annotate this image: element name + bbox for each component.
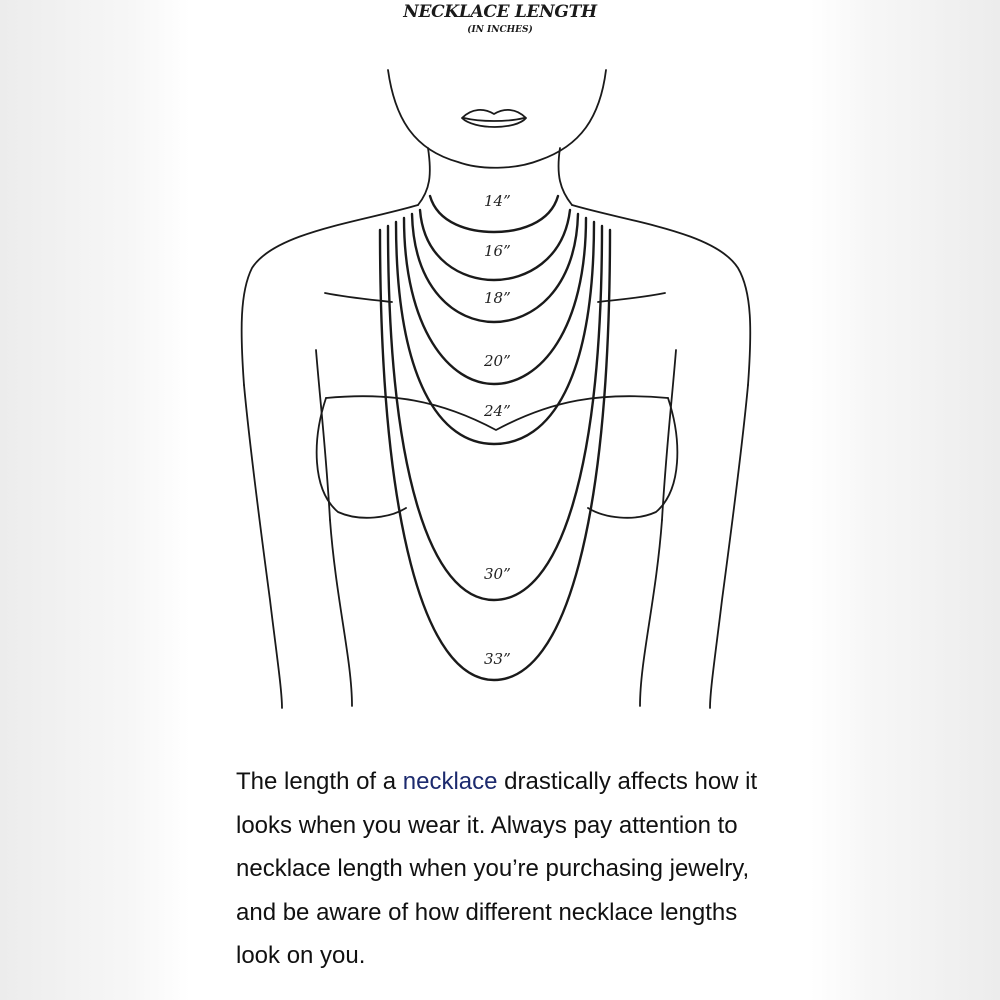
torso-right: [640, 520, 662, 706]
label-18: 18”: [484, 289, 511, 307]
lips-line: [464, 118, 524, 121]
right-margin: [810, 0, 1000, 1000]
label-24: 24”: [484, 402, 511, 420]
label-14: 14”: [484, 192, 511, 210]
caption-after-link: drastically affects how it looks when you wear it. Always pay attention to necklace length when you’re purchasing jewelry, and be aware of how different necklace lengths look on you.: [236, 768, 758, 969]
label-33: 33”: [484, 650, 511, 668]
neck-left: [418, 148, 430, 205]
shoulder-right: [572, 205, 750, 385]
neck-right: [559, 148, 573, 205]
torso-left: [330, 520, 352, 706]
lips: [462, 110, 526, 127]
label-30: 30”: [484, 565, 511, 583]
caption-paragraph: [236, 760, 776, 978]
arm-left-outer: [244, 385, 282, 708]
left-margin: [0, 0, 190, 1000]
necklace-link[interactable]: necklace: [402, 768, 498, 795]
label-16: 16”: [484, 242, 511, 260]
necklace-figure: [190, 0, 810, 740]
label-20: 20”: [484, 352, 511, 370]
face-outline: [388, 70, 606, 168]
diagram-subtitle: (IN INCHES): [467, 25, 533, 35]
diagram-title: NECKLACE LENGTH: [403, 2, 597, 22]
diagram-card: [190, 0, 810, 1000]
arm-right-outer: [710, 385, 748, 708]
caption-before-link: The length of a: [236, 768, 403, 795]
